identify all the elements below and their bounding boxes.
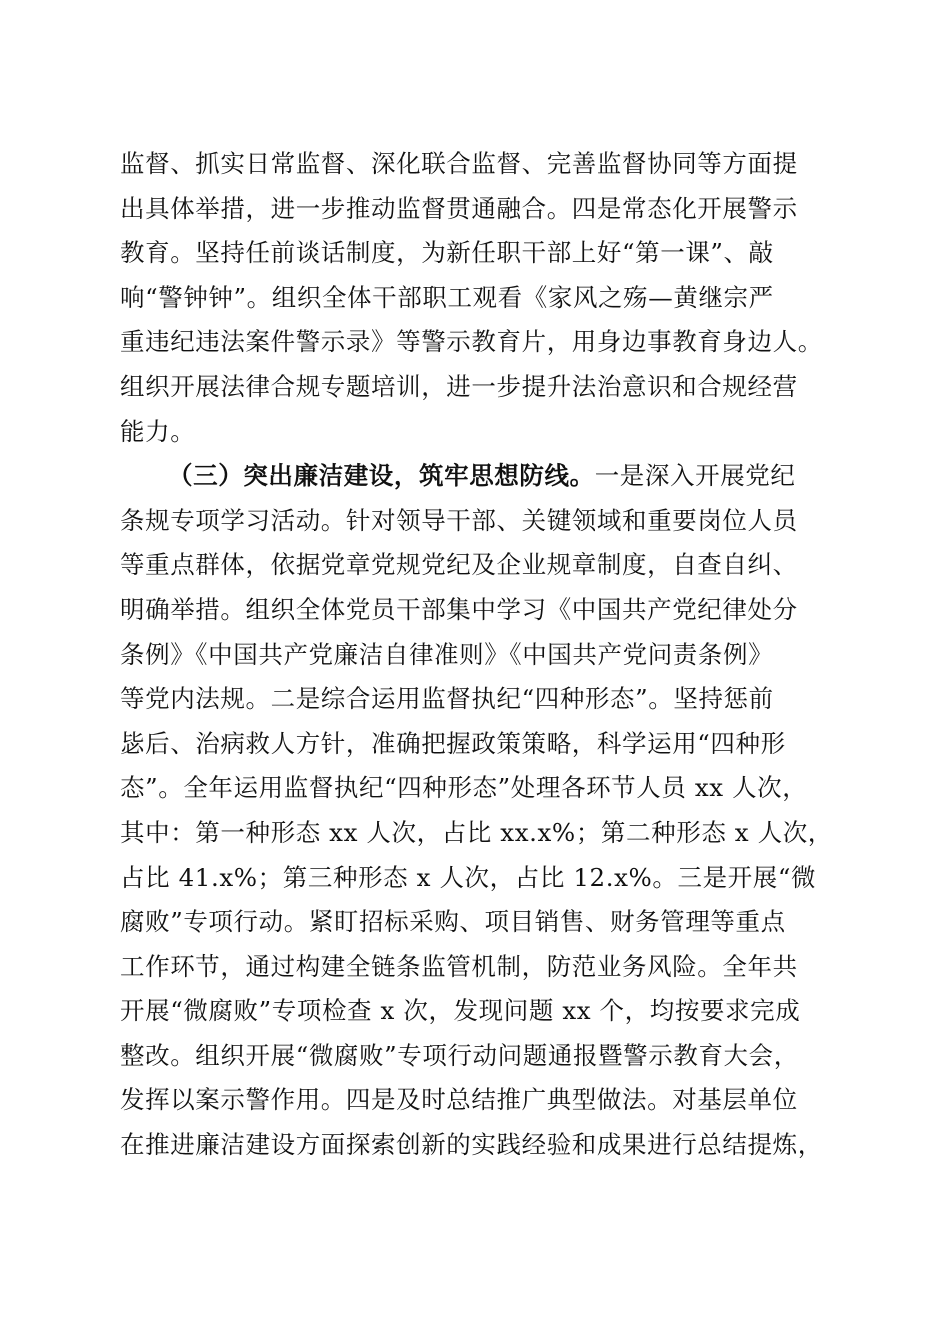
text-line: 出具体举措，进一步推动监督贯通融合。四是常态化开展警示 [120, 193, 798, 223]
text-line: 态”。全年运用监督执纪“四种形态”处理各环节人员 xx 人次， [120, 773, 808, 803]
text-line: 工作环节，通过构建全链条监管机制，防范业务风险。全年共 [120, 951, 798, 981]
text-line: 腐败”专项行动。紧盯招标采购、项目销售、财务管理等重点 [120, 907, 786, 937]
section-heading-line [120, 454, 860, 499]
text-line: 等党内法规。二是综合运用监督执纪“四种形态”。坚持惩前 [120, 684, 774, 714]
text-line: 等重点群体，依据党章党规党纪及企业规章制度，自查自纠、 [120, 550, 798, 580]
text-line: 在推进廉洁建设方面探索创新的实践经验和成果进行总结提炼， [120, 1130, 823, 1160]
text-line: 整改。组织开展“微腐败”专项行动问题通报暨警示教育大会， [120, 1040, 799, 1070]
text-line: 占比 41.x%；第三种形态 x 人次，占比 12.x%。三是开展“微 [120, 862, 817, 892]
text-line: 毖后、治病救人方针，准确把握政策策略，科学运用“四种形 [120, 728, 786, 758]
body-text [120, 142, 860, 1168]
text-line: 教育。坚持任前谈话制度，为新任职干部上好“第一课”、敲 [120, 238, 774, 268]
section-first-line-text: 一是深入开展党纪 [594, 461, 796, 491]
text-line: 组织开展法律合规专题培训，进一步提升法治意识和合规经营 [120, 371, 798, 401]
text-line: 发挥以案示警作用。四是及时总结推广典型做法。对基层单位 [120, 1085, 798, 1115]
section-heading: （三）突出廉洁建设，筑牢思想防线。 [168, 461, 595, 491]
text-line: 能力。 [120, 416, 196, 446]
text-line: 重违纪违法案件警示录》等警示教育片，用身边事教育身边人。 [120, 327, 823, 357]
text-line: 其中：第一种形态 xx 人次，占比 xx.x%；第二种形态 x 人次， [120, 817, 833, 847]
text-line: 条规专项学习活动。针对领导干部、关键领域和重要岗位人员 [120, 505, 798, 535]
text-line: 条例》《中国共产党廉洁自律准则》《中国共产党问责条例》 [120, 639, 774, 669]
text-line: 监督、抓实日常监督、深化联合监督、完善监督协同等方面提 [120, 149, 798, 178]
text-line: 开展“微腐败”专项检查 x 次，发现问题 xx 个，均按要求完成 [120, 996, 801, 1026]
text-line: 响“警钟钟”。组织全体干部职工观看《家风之殇—黄继宗严 [120, 282, 774, 312]
text-line: 明确举措。组织全体党员干部集中学习《中国共产党纪律处分 [120, 594, 798, 624]
